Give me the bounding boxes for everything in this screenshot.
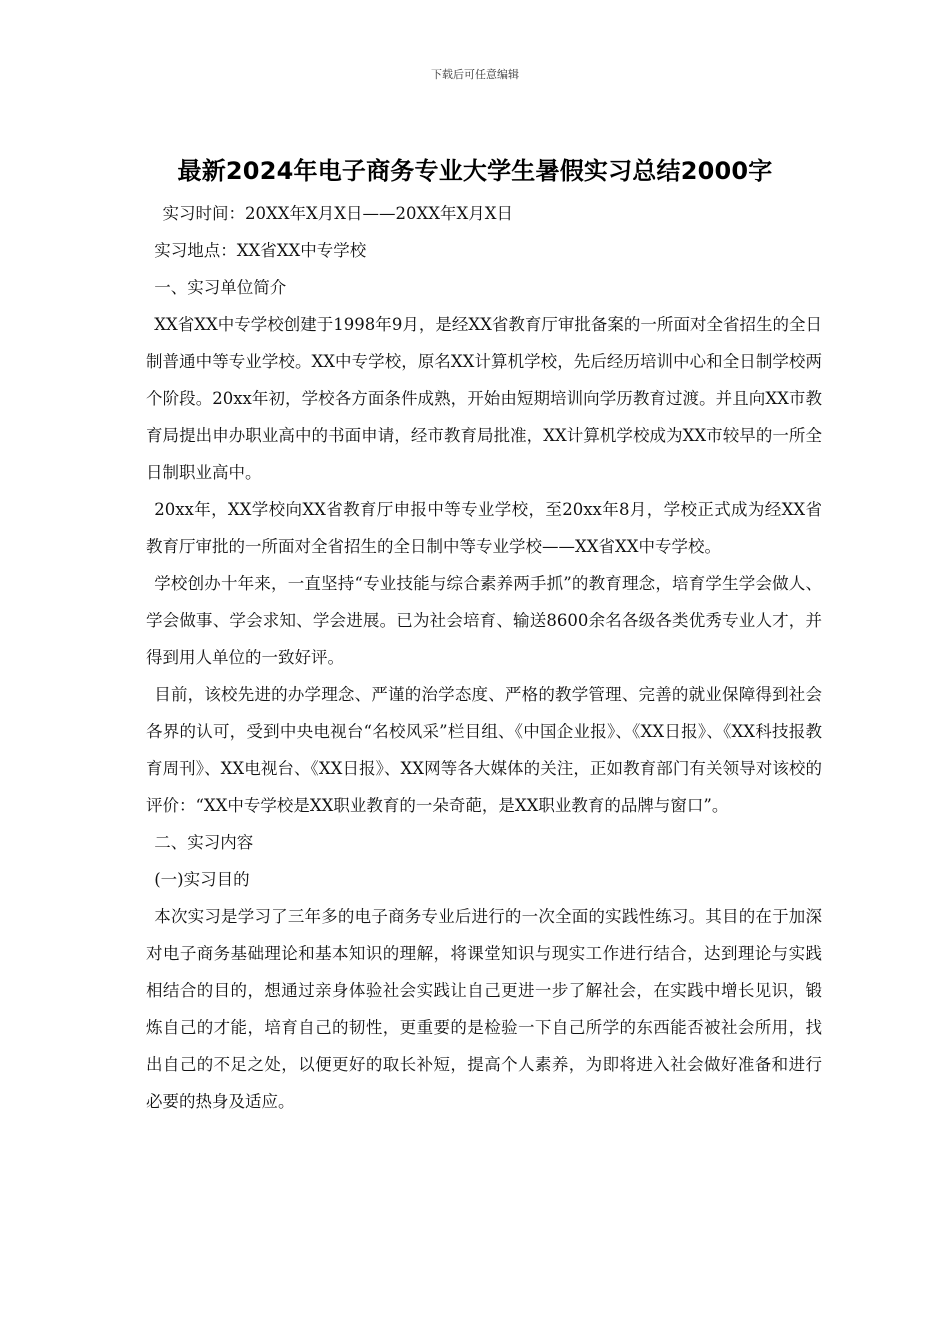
paragraph-school-recognition: 目前，该校先进的办学理念、严谨的治学态度、严格的教学管理、完善的就业保障得到社会各界的认可，受到中央电视台“名校风采”栏目组、《中国企业报》、《XX日报》、《XX科技报教育周刊》、XX电视台、《XX日报》、XX网等各大媒体的关注，正如教育部门有关领导对该校的评价：“XX中专学校是XX职业教育的一朵奇葩，是XX职业教育的品牌与窗口”。 — [146, 685, 822, 815]
document-title: 最新2024年电子商务专业大学生暑假实习总结2000字 — [177, 157, 773, 185]
section-heading-unit-intro: 一、实习单位简介 — [154, 278, 287, 297]
internship-location: 实习地点：XX省XX中专学校 — [154, 241, 367, 260]
paragraph-school-founding: XX省XX中专学校创建于1998年9月，是经XX省教育厅审批备案的一所面对全省招生的全日制普通中等专业学校。XX中专学校，原名XX计算机学校，先后经历培训中心和全日制学校两个阶段。20xx年初，学校各方面条件成熟，开始由短期培训向学历教育过渡。并且向XX市教育局提出申办职业高中的书面申请，经市教育局批准，XX计算机学校成为XX市较早的一所全日制职业高中。 — [146, 315, 822, 482]
paragraph-school-philosophy: 学校创办十年来，一直坚持“专业技能与综合素养两手抓”的教育理念，培育学生学会做人、学会做事、学会求知、学会进展。已为社会培育、输送8600余名各级各类优秀专业人才，并得到用人单位的一致好评。 — [146, 574, 822, 667]
paragraph-school-upgrade: 20xx年，XX学校向XX省教育厅申报中等专业学校，至20xx年8月，学校正式成为经XX省教育厅审批的一所面对全省招生的全日制中等专业学校——XX省XX中专学校。 — [146, 500, 822, 556]
header-note: 下载后可任意编辑 — [431, 68, 519, 81]
section-heading-content: 二、实习内容 — [154, 833, 254, 852]
subsection-heading-purpose: (一)实习目的 — [154, 870, 250, 889]
paragraph-purpose: 本次实习是学习了三年多的电子商务专业后进行的一次全面的实践性练习。其目的在于加深对电子商务基础理论和基本知识的理解，将课堂知识与现实工作进行结合，达到理论与实践相结合的目的，想通过亲身体验社会实践让自己更进一步了解社会，在实践中增长见识，锻炼自己的才能，培育自己的韧性，更重要的是检验一下自己所学的东西能否被社会所用，找出自己的不足之处，以便更好的取长补短，提高个人素养，为即将进入社会做好准备和进行必要的热身及适应。 — [146, 907, 822, 1111]
internship-time: 实习时间：20XX年X月X日——20XX年X月X日 — [162, 204, 513, 223]
document-body — [146, 195, 822, 1120]
